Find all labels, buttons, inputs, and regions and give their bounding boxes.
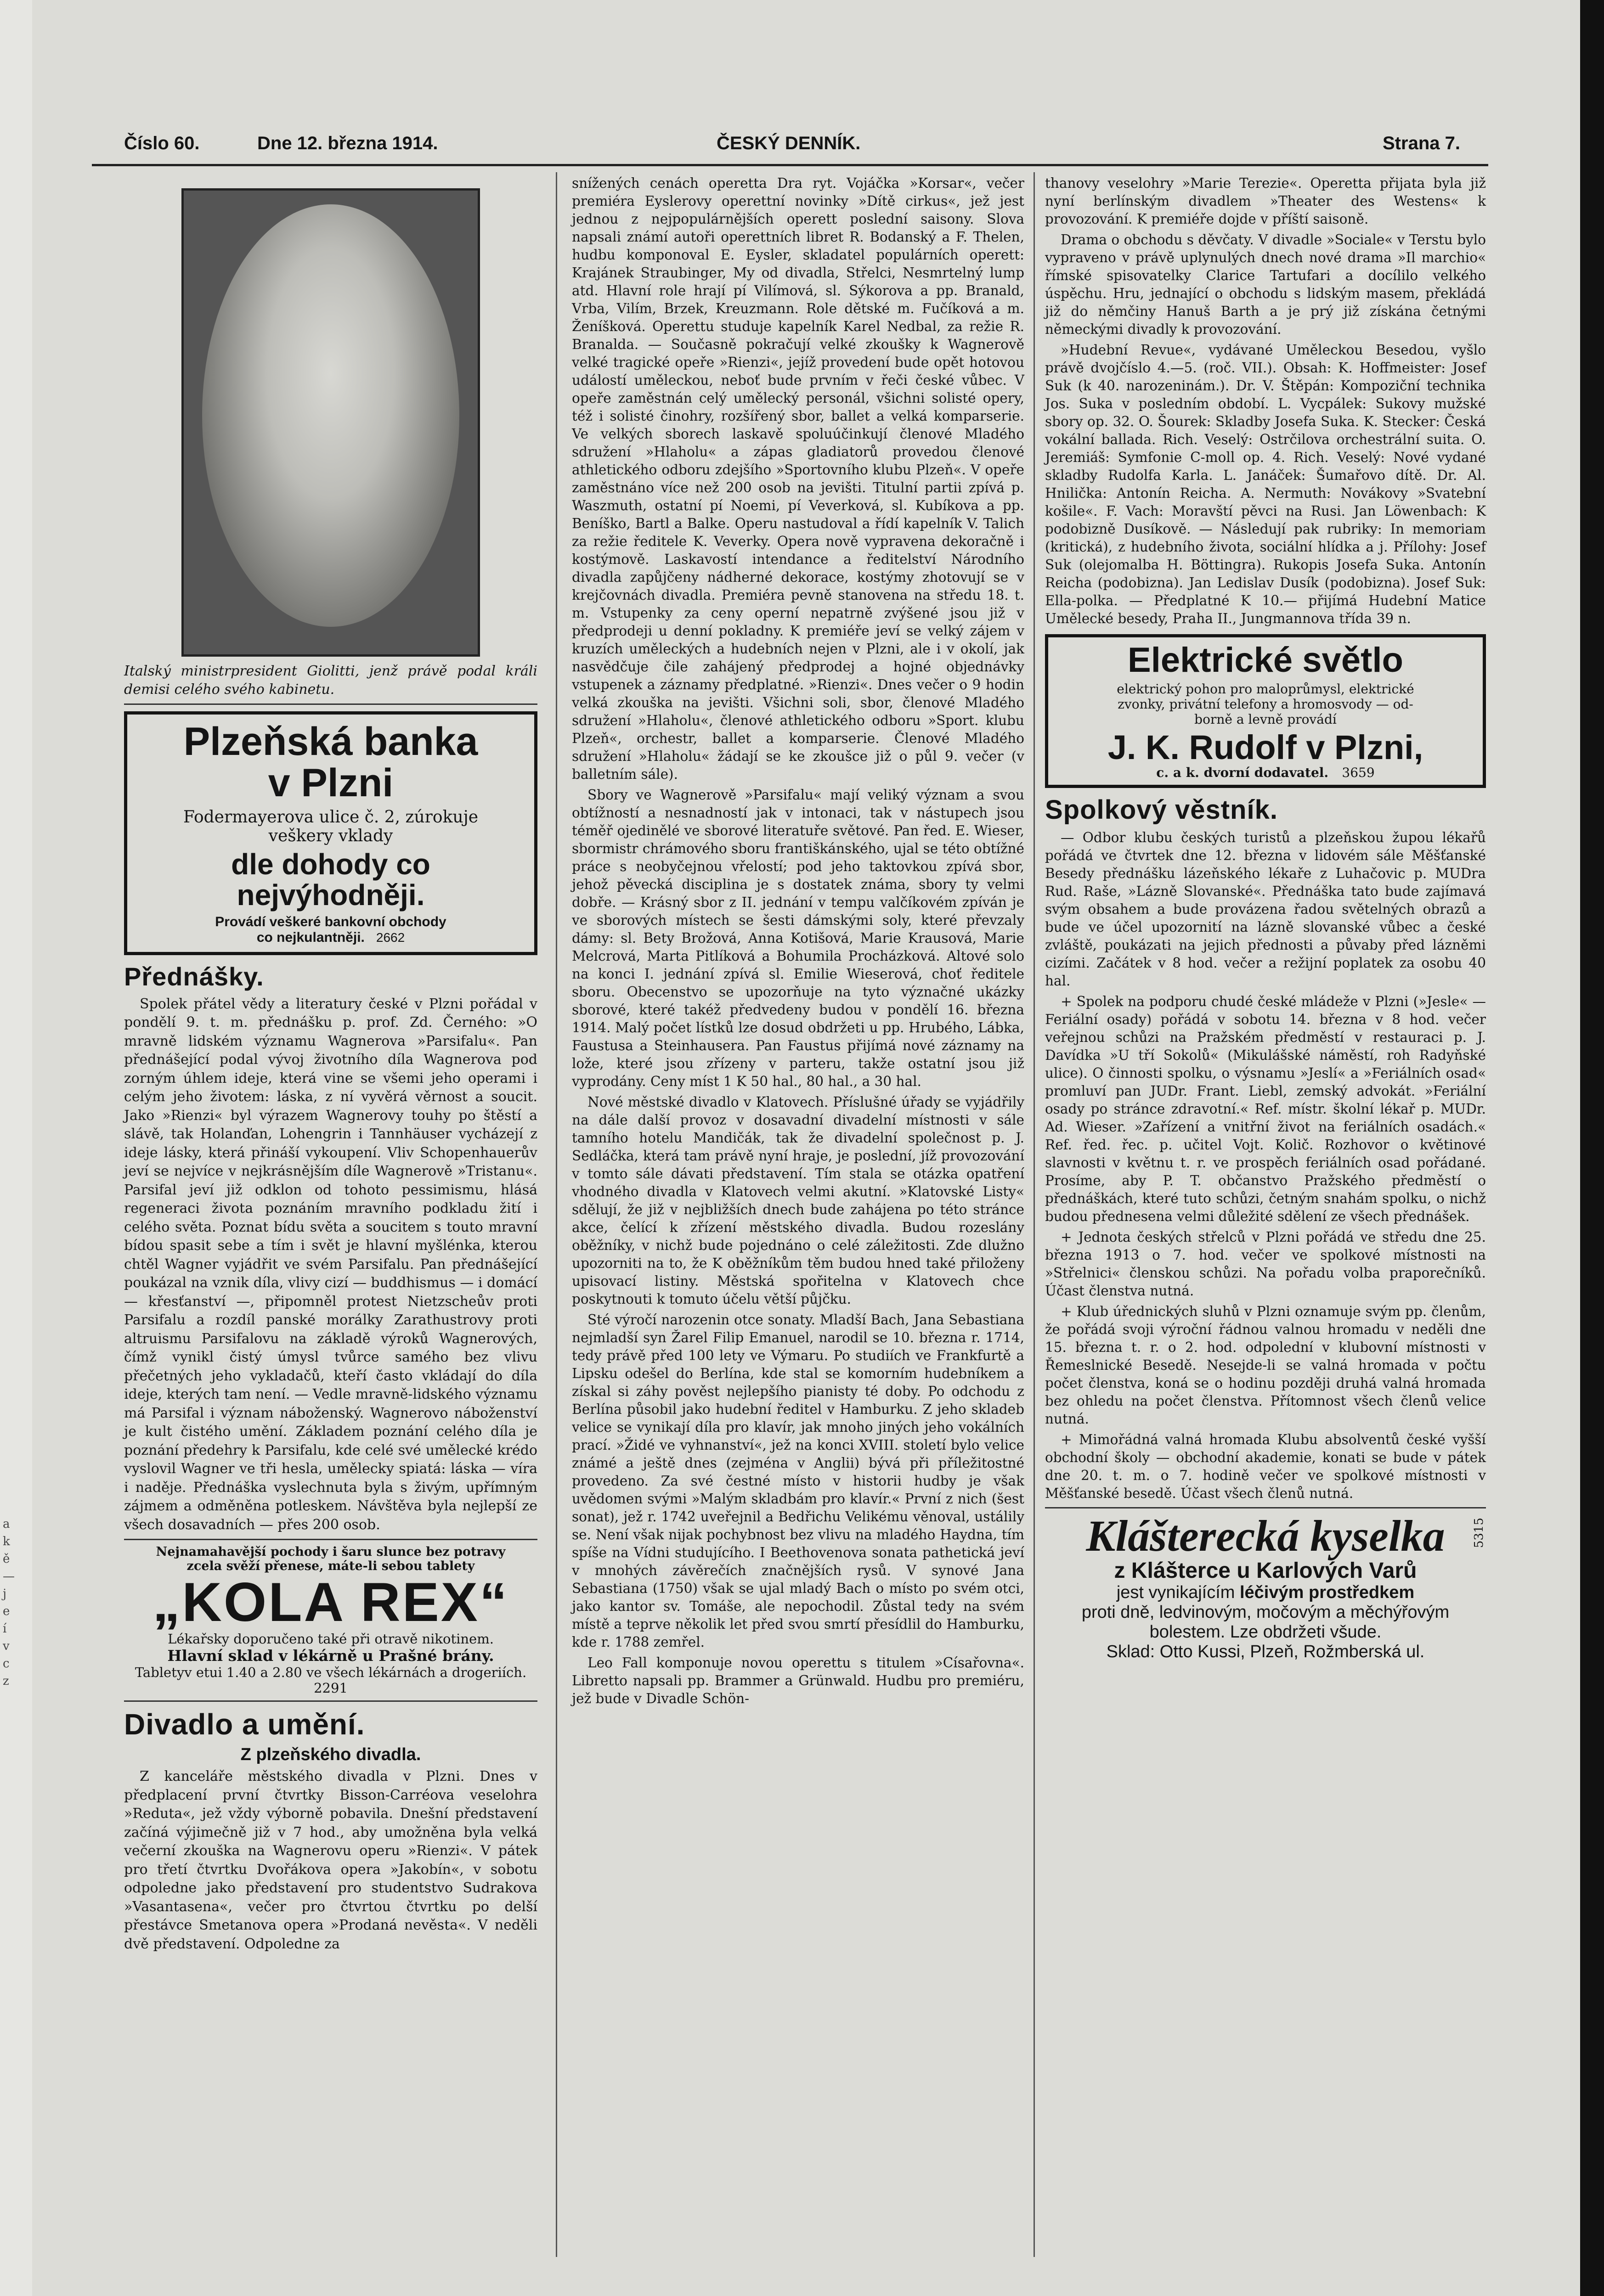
lectures-heading: Přednášky.: [124, 962, 264, 991]
kola-rex-advertisement: Nejnamahavější pochody i šaru slunce bez potravy zcela svěží přenese, máte-li sebou tablety „KOLA REX“ Lékařsky doporučeno také při otravě nikotinem. Hlavní sklad v lékárně u Prašné brány. Tabletyv etui 1.40 a 2.80 ve všech lékárnách a drogeriích. 2291: [135, 1545, 527, 1696]
article-drama-trieste: Drama o obchodu s děvčaty. V divadle »Sociale« v Terstu bylo vypraveno v právě uplynulých dnech nové drama »Il marchio« římské spisovatelky Clarice Tartufari a docílilo velkého úspěchu. Hru, jednající o obchodu s lidským masem, překládá již do němčiny Hanuš Barth a je prý již získána četnými německými divadly k provozování.: [1045, 232, 1486, 337]
bank-advertisement: Plzeňská banka v Plzni Fodermayerova ulice č. 2, zúrokuje veškery vklady dle dohody co nejvýhodněji. Provádí veškeré bankovní obchody co nejkulantněji. 2662: [124, 711, 537, 955]
adjacent-page-edge: a k ě — j e í v c z: [0, 0, 35, 2296]
page-header: [96, 133, 1484, 161]
electric-light-advertisement: Elektrické světlo elektrický pohon pro maloprůmysl, elektrické zvonky, privátní telefony a hromosvody — od- borně a levně provádí J. K. Rudolf v Plzni, c. a k. dvorní dodavatel. 3659: [1045, 634, 1486, 788]
club-news-item: + Klub úřednických sluhů v Plzni oznamuje svým pp. členům, že pořádá svoji výroční řádnou valnou hromadu v neděli dne 15. března t. r. o 2. hod. odpolední v klubovní místnosti v Řemeslnické Besedě. Nesejde-li se valná hromada v počtu počet členstva, koná se o hodinu později druhá valná hromada bez ohledu na počet členstva. Přítomnost všech členů velice nutná.: [1045, 1304, 1486, 1427]
masthead: ČESKÝ DENNÍK.: [717, 133, 861, 153]
portrait-photo: [181, 188, 480, 657]
column-right: [1045, 174, 1486, 1662]
article-hudebni-revue: »Hudební Revue«, vydávané Uměleckou Besedou, vyšlo právě dvojčíslo 4.—5. (roč. VII.). Obsah: K. Hoffmeister: Josef Suk (k 40. narozeninám.). Dr. V. Štěpán: Kompoziční technika Jos. Suka v posledním období. L. Vycpálek: Sukovy mužské sbory op. 32. O. Šourek: Skladby Josefa Suka. K. Stecker: Česká vokální ballada. Rich. Veselý: Ostrčilova orchestrální suita. O. Jeremiáš: Symfonie C-moll op. 4. Rich. Veselý: Nové vydané skladby Rudolfa Karla. L. Janáček: Šumařovo dítě. Dr. Al. Hnilička: Antonín Reicha. A. Nermuth: Novákovy »Svatební košile«. F. Vach: Moravští pěvci na Rusi. Jan Löwenbach: K podobizně Dusíkově. — Následují pak rubriky: In memoriam (kritická), z hudebního života, sociální hlídka a j. Přílohy: Josef Suk (olejomalba H. Böttingra). Rukopis Josefa Suka. Antonín Reicha (podobizna). Jan Ledislav Dusík (podobizna). Josef Suk: Ella-polka. — Předplatné K 10.— přijímá Hudební Matice Umělecké besedy, Praha II., Jungmannova třída 39 n.: [1045, 342, 1486, 626]
theatre-subheading: Z plzeňského divadla.: [240, 1745, 421, 1765]
page-number: Strana 7.: [1383, 133, 1460, 153]
column-middle: [572, 174, 1024, 1711]
club-news-item: + Spolek na podporu chudé české mládeže v Plzni (»Jesle« — Feriální osady) pořádá v sobotu 14. března v 8 hod. večer veřejnou schůzi na Pražském předměstí v restauraci p. J. Davídka »U tří Sokolů« (Mikulášské náměstí, roh Radyňské ulice). O činnosti spolku, o výsnamu »Jeslí« a »Feriálních osad« promluví pan JUDr. Frant. Liebl, zemský advokát. »Feriální osady po stránce zdravotní.« Ref. místr. školní lékař p. MUDr. Ad. Wieser. »Zařízení a vnitřní život na feriálních osadách.« Ref. řed. řec. p. učitel Vojt. Količ. Rozhovor o květinové slavnosti v květnu t. r. ve prospěch feriálních osad pořádané. Prosíme, aby P. T. občanstvo Pražského předměstí o přednáškách, které tuto schůzi, četným snahám spolku, o nichž budou přednesena velmi důležité sdělení ze všech přednášek.: [1045, 994, 1486, 1225]
column-left: [124, 174, 537, 1956]
club-news-heading: Spolkový věstník.: [1045, 795, 1278, 825]
theatre-heading: Divadlo a umění.: [124, 1708, 365, 1741]
header-rule: [92, 164, 1488, 166]
photo-caption: Italský ministrpresident Giolitti, jenž právě podal králi demisi celého svého kabinetu.: [124, 663, 537, 698]
club-news-item: — Odbor klubu českých turistů a plzeňskou župou lékařů pořádá ve čtvrtek dne 12. března v lidovém sále Měšťanské Besedy přednášku lázeňského lékaře z Luhačovic p. MUDra Rud. Raše, »Lázně Slovanské«. Přednáška tato bude zajímavá svým obsahem a bude provázena řadou světelných obrazů a bude ve účel upozornití na lázně slovanské vůbec a české zvláště, poukázati na jejich přednosti a půvaby před lázněmi cizími. Začátek v 8 hod. večer a režijní poplatek za osobu 40 hal.: [1045, 830, 1486, 989]
club-news-item: + Mimořádná valná hromada Klubu absolventů české vyšší obchodní školy — obchodní akademie, konati se bude v pátek dne 20. t. m. o 7. hodině večer ve spolkové místnosti v Měšťanské besedě. Účast všech členů nutná.: [1045, 1432, 1486, 1502]
klasterecka-advertisement: Klášterecká kyselka 5315 z Klášterce u Karlových Varů jest vynikajícím léčivým prostředkem proti dně, ledvinovým, močovým a měchýřovým bolestem. Lze obdržeti všude. Sklad: Otto Kussi, Plzeň, Rožmberská ul.: [1081, 1511, 1486, 1661]
article-bach-anniversary: Sté výročí narozenin otce sonaty. Mladší Bach, Jana Sebastiana nejmladší syn Žarel Filip Emanuel, narodil se 10. března r. 1714, tedy právě před 100 lety ve Výmaru. Po studiích ve Frankfurtě a Lipsku odešel do Berlína, kde stal se komorním hudebníkem a získal si záhy pověst nejlepšího pianisty té doby. Po odchodu z Berlína působil jako hudební ředitel v Hamburku. Z jeho skladeb velice se vynikají díla pro klavír, jak mnoho jiných jeho vokálních prací. »Židé ve vyhnanství«, jež na konci XVIII. století bylo velice známé a ještě dnes (zejména v Anglii) bývá při příležitostné provedeno. Za své čestné místo v historii hudby je však uvědomen svými »Malým skladbám pro klavír.« První z nich (šest sonat), jež r. 1742 uveřejnil a Bedřichu Velikému věnoval, ustálily se. Není však nijak pochybnost bez vlivu na mladého Haydna, tím spíše na Vídni studujícího. I Beethovenova sonata pathetická jeví v mnohých závěrečích značnějších rysů. V synové Jana Sebastiana (1750) však se ujal mladý Bach o místo po svém otci, jako kantor sv. Tomáše, ale nepochodil. Zůstal tedy na svém místě a teprve několik let před svou smrtí přesídlil do Hamburku, kde r. 1788 zemřel.: [572, 1312, 1024, 1650]
issue-number: Číslo 60.: [124, 133, 200, 153]
article-operetta-berlin: thanovy veselohry »Marie Terezie«. Operetta přijata byla již nyní berlínským divadlem »Theater des Westens« k provozování. K premiéře dojde v příští saisoně.: [1045, 175, 1486, 227]
article-leo-fall: Leo Fall komponuje novou operettu s titulem »Císařovna«. Libretto napsali pp. Brammer a Grünwald. Hudbu pro premiéru, jež bude v Divadle Schön-: [572, 1655, 1024, 1706]
column-divider: [556, 172, 557, 2257]
issue-date: Dne 12. března 1914.: [257, 133, 438, 153]
article-klatovy-theatre: Nové městské divadlo v Klatovech. Příslušné úřady se vyjádřily na dále další provoz v dosavadní divadelní místnosti v sále tamního hotelu Mandičák, tak že divadelní společnost p. J. Sedláčka, která tam právě nyní hraje, je poslední, jíž provozování v tomto sále dávati představení. Tím stala se otázka opatření vhodného divadla v Klatovech velmi akutní. »Klatovské Listy« sdělují, že již v nejbližších dnech bude zahájena po této stránce akce, čelící k zřízení městského divadla. Budou rozeslány oběžníky, v nichž bude pojednáno o celé záležitosti. Zde dlužno upozorniti na to, že K oběžníkům těm budou hned také přiloženy upisovací listiny. Městská spořitelna v Klatovech chce poskytnouti k tomuto účelu větší půjčku.: [572, 1094, 1024, 1307]
column-divider: [1034, 172, 1035, 2257]
article-korsar: snížených cenách operetta Dra ryt. Vojáčka »Korsar«, večer premiéra Eyslerovy operettní novinky »Dítě cirkus«, jež jest jednou z nejpopulárnějších operett poslední saisony. Slova napsali známí autoři operettních libret R. Bodanský a F. Thelen, hudbu komponoval E. Eysler, skladatel populárních operett: Krajánek Straubinger, My od divadla, Střelci, Nesmrtelný lump atd. Hlavní role hrají pí Vilímová, sl. Sýkorova a pp. Branald, Vrba, Vilím, Brzek, Kreuzmann. Role dětské m. Fučíková a m. Ženíšková. Operettu studuje kapelník Karel Nedbal, za režie R. Branalda. — Současně pokračují velké zkoušky k Wagnerově velké tragické opeře »Rienzi«, jejíž provedení bude opět hotovou událostí uměleckou, neboť bude prvním v řeči české vůbec. V opeře zaměstnán celý umělecký personál, všichni solisté opery, též i solisté činohry, rozšířený sbor, ballet a velká komparserie. Ve velkých sborech laskavě spoluúčinkují členové Mladého sdružení »Hlaholu« a zápas gladiatorů provedou členové athletického odboru zdejšího »Sportovního klubu Plzeň«. V opeře zaměstnáno více než 200 osob na jevišti. Titulní partii zpívá p. Waszmuth, ostatní pí Noemi, pí Veverková, sl. Kubíkova a pp. Beníško, Bartl a Balke. Operu nastudoval a řídí kapelník V. Talich za režie ředitele K. Veverky. Opera nově vypravena dekoračně i kostýmově. Laskavostí intendance a ředitelství Národního divadla zapůjčeny nádherné dekorace, kostýmy zhotovují se v krejčovnách divadla. Premiéra pevně stanovena na středu 18. t. m. Vstupenky za ceny operní nepatrně zvýšené jsou již v předprodeji u denní pokladny. K premiéře jeví se velký zájem v kruzích uměleckých a hudebních nejen v Plzni, ale i v okolí, jak nasvědčuje čile zahájený předprodej a hojné objednávky vstupenek a záznamy předplatné. »Rienzi«. Dnes večer o 9 hodin velká zkouška na jevišti. Všichni soli, sbor, členové Mladého sdružení »Hlaholu«, členové athletického odboru »Sport. klubu Plzeň«, orchestr, ballet a komparserie. Členové Mladého sdružení »Hlaholu« žádají se ke zkoušce již o půl 9. večer (v balletním sále).: [572, 175, 1024, 782]
theatre-article: Z kanceláře městského divadla v Plzni. Dnes v předplacení první čtvrtky Bisson-Carréova veselohra »Reduta«, jež vždy výborně pobavila. Dnešní představení začíná výjimečně již v 7 hod., aby umožněna byla velká večerní zkouška na Wagnerovu operu »Rienzi«. V pátek pro třetí čtvrtku Dvořákova opera »Jakobín«, v sobotu odpoledne jako představení pro studentstvo Sudrakova »Vasantasena«, večer pro čtvrtou čtvrtku po delší přestávce Smetanova opera »Prodaná nevěsta«. V neděli dvě představení. Odpoledne za: [124, 1768, 537, 1952]
club-news-item: + Jednota českých střelců v Plzni pořádá ve středu dne 25. března 1913 o 7. hod. večer ve spolkové místnosti na »Střelnici« členskou schůzi. Na pořadu volba praporečníků. Účast členstva nutná.: [1045, 1229, 1486, 1299]
lecture-article: Spolek přátel vědy a literatury české v Plzni pořádal v pondělí 9. t. m. přednášku p. prof. Zd. Černého: »O mravně lidském významu Wagnerova »Parsifalu«. Pan přednášející podal vývoj životního díla Wagnerova pod zorným úhlem ideje, která vine se všemi jeho operami i celým jeho životem: láska, z ní vyvěrá věrnost a soucit. Jako »Rienzi« byl výrazem Wagnerovy touhy po štěstí a slávě, tak Holanďan, Lohengrin i Tannhäuser vycházejí z ideje lásky, která přináší vykoupení. Vliv Schopenhauerův jeví se nejvíce v nejkrásnějším díle Wagnerově »Tristanu«. Parsifal jeví již odklon od tohoto pessimismu, hlásá regeneraci života poznáním mravního podkladu žití i celého světa. Poznat bídu světa a soucitem s touto mravní bídou spasit sebe a tím i svět je hlavní myšlénka, kterou chtěl Wagner vyjádřit ve svém Parsifalu. Pan přednášející poukázal na vznik díla, vlivy cizí — buddhismus — i domácí — křesťanství —, připomněl protest Nietzscheův proti Parsifalu a rozdíl panské morálky Zarathustrovy proti altruismu Parsifalovu na základě výroků Wagnerových, čímž vynikl čistý úmysl tvůrce samého bez vlivu přečetných jeho vykladačů, kteří často vkládají do díla ideje, kterých tam není. — Vedle mravně-lidského významu má Parsifal i význam náboženský. Wagnerovo náboženství je kult čistého umění. Základem poznání celého díla je poznání předehry k Parsifalu, kde celé své umělecké krédo vyslovil Wagner ve tři hesla, umělecky spiatá: láska — víra i naděje. Přednáška vyslechnuta byla s živým, upřímným zájmem a odměněna potleskem. Návštěva byla nejlepší ze všech dosavadních — přes 200 osob.: [124, 996, 537, 1533]
article-parsifal-choirs: Sbory ve Wagnerově »Parsifalu« mají veliký význam a svou obtížností a nesnadností jak v intonaci, tak v nástupech jsou téměř ojedinělé ve sborové literatuře světové. Pan řed. E. Wieser, sbormistr chrámového sboru františkánského, ujal se této obtížné práce s neobyčejnou vřelostí; pod jeho taktovkou zpívá sbor, jehož pěvecká disciplina je s dostatek známa, sbory ty velmi dobře. — Krásný sbor z II. jednání v tempu valčíkovém zpíván je ve sborových místech se šesti dámskými soly, které převzaly dámy: sl. Bety Brožová, Anna Kotišová, Marie Krausová, Marie Melcrová, Marta Pitlíková a Bohumila Procházková. Altové solo na konci I. jednání zpívá sl. Emilie Wieserová, choť ředitele sboru. Obecenstvo se upozorňuje na tyto význačné ukázky sborové, které takéž předvedeny budou v pondělí 16. března 1914. Malý počet lístků lze dosud obdržeti u pp. Hrubého, Lábka, Faustusa a Steinhausera. Pan Faustus přijímá nové záznamy na lože, které jsou zřízeny v parteru, takže ostatní jsou již vyprodány. Ceny míst 1 K 50 hal., 80 hal., a 30 hal.: [572, 787, 1024, 1089]
